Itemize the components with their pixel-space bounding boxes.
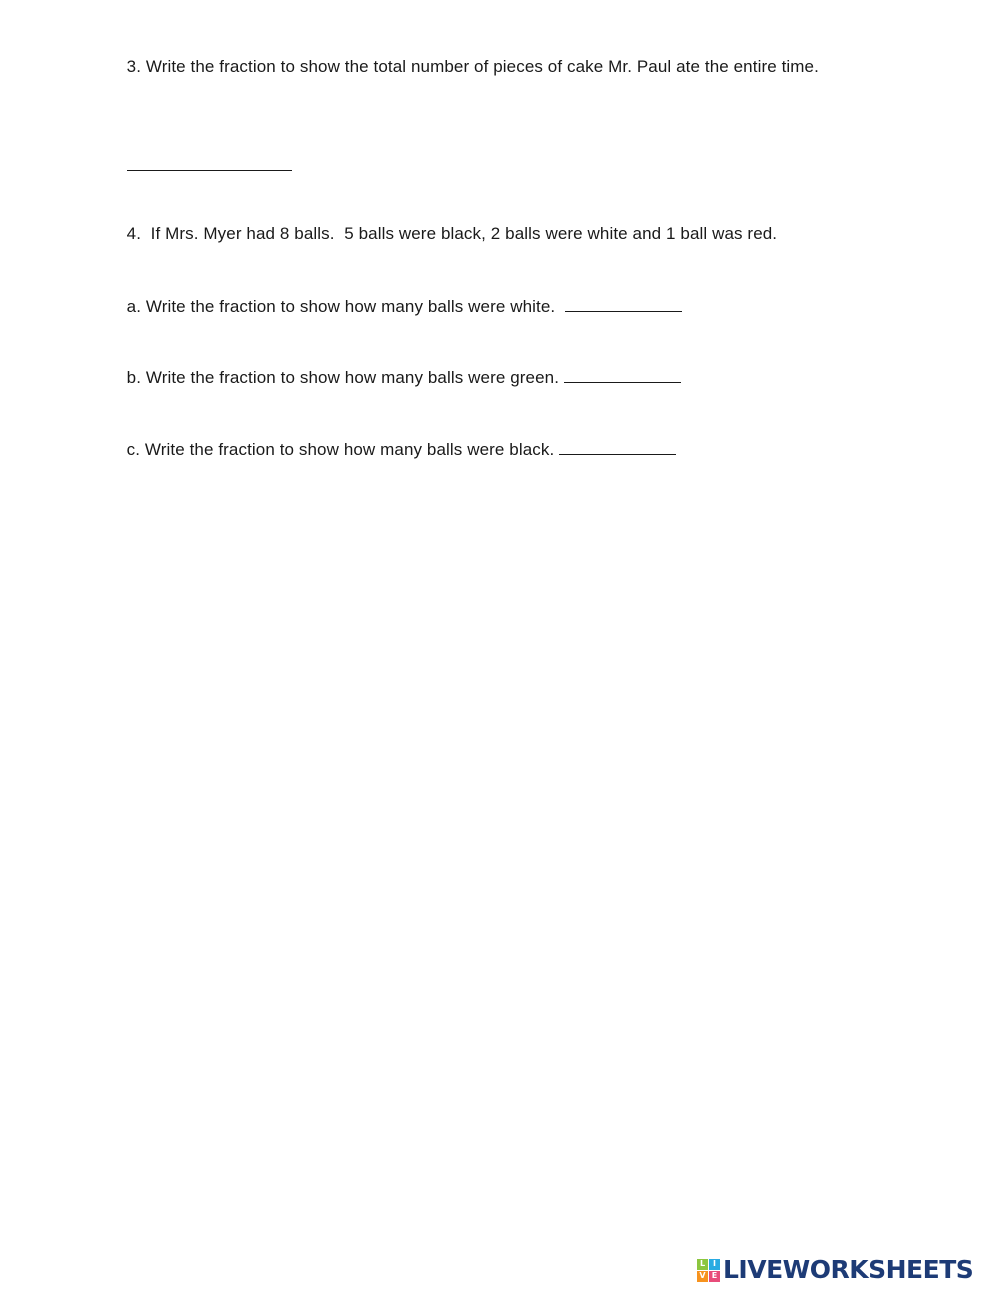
question-3-answer-row [117,131,292,177]
logo-square-v: V [697,1271,708,1282]
question-4-text: 4. If Mrs. Myer had 8 balls. 5 balls were black, 2 balls were white and 1 ball was red. [126,224,778,243]
question-4c [117,415,676,461]
question-3-text: 3. Write the fraction to show the total number of pieces of cake Mr. Paul ate the entire time. [126,57,819,76]
logo-square-l: L [697,1259,708,1270]
question-4c-text: c. Write the fraction to show how many balls were black. [126,440,560,459]
question-4b-answer-blank[interactable] [564,365,681,383]
question-4c-answer-blank[interactable] [559,437,676,455]
logo-square-e: E [709,1271,720,1282]
question-4a-answer-blank[interactable] [565,294,682,312]
question-4b-text: b. Write the fraction to show how many balls were green. [126,368,564,387]
question-3 [117,34,819,78]
liveworksheets-logo [697,1254,973,1286]
liveworksheets-logo-icon [697,1259,720,1282]
question-4a-text: a. Write the fraction to show how many balls were white. [126,297,565,316]
question-4 [117,201,777,245]
question-4b [117,343,681,389]
logo-square-i: I [709,1259,720,1270]
question-4a [117,272,682,318]
liveworksheets-logo-text: LIVEWORKSHEETS [723,1255,974,1284]
question-3-answer-blank[interactable] [127,153,292,171]
